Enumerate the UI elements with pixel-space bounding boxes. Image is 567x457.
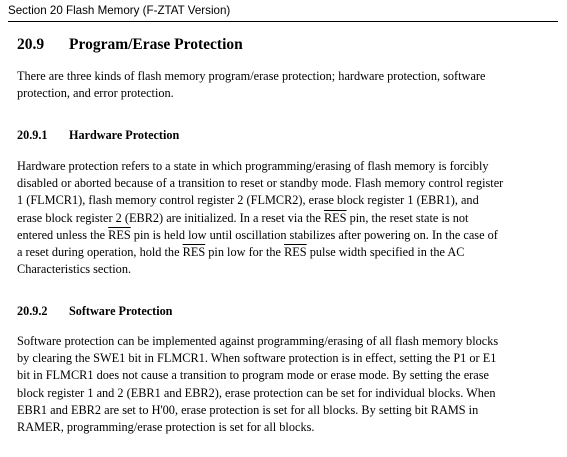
section-title: Program/Erase Protection: [69, 36, 243, 53]
text-run: pulse width specified in the AC: [306, 245, 465, 260]
text-line: EBR1 and EBR2 are set to H'00, erase protection is set for all blocks. By setting bit RAMS in: [17, 402, 479, 417]
text-line: 1 (FLMCR1), flash memory control register 2 (FLMCR2), erase block register 1 (EBR1), and: [17, 193, 479, 208]
res-signal-name: $\overline{RES}$: [182, 245, 206, 260]
subsection-title: Software Protection: [69, 304, 173, 318]
text-line: RAMER, programming/erase protection is set for all blocks.: [17, 420, 315, 435]
text-run: entered unless the: [17, 227, 109, 242]
software-protection-paragraph: [17, 333, 549, 436]
text-line: [17, 227, 549, 244]
text-line: Software protection can be implemented against programming/erasing of all flash memory blocks: [17, 334, 499, 348]
text-run: pin is held low until oscillation stabilizes after powering on. In the case of: [130, 227, 498, 242]
subsection-number: 20.9.1: [17, 128, 48, 142]
text-line: by clearing the SWE1 bit in FLMCR1. When software protection is in effect, setting the P1 or E1: [17, 351, 497, 366]
subsection-number: 20.9.2: [17, 304, 48, 318]
running-header: [8, 4, 558, 22]
text-run: pin, the reset state is not: [346, 210, 469, 225]
text-line: disabled or aborted because of a transition to reset or standby mode. Flash memory control register: [17, 176, 504, 191]
res-signal-name: $\overline{RES}$: [323, 210, 347, 225]
subsection-heading-hardware: [17, 127, 179, 143]
running-header-title: Section 20 Flash Memory (F-ZTAT Version): [8, 4, 231, 17]
text-line: Hardware protection refers to a state in which programming/erasing of flash memory is forcibly: [17, 159, 489, 173]
subsection-heading-software: [17, 303, 172, 319]
text-line: [17, 244, 549, 261]
text-run: erase block register 2 (EBR2) are initialized. In a reset via the: [17, 210, 324, 225]
intro-paragraph: [17, 68, 549, 102]
hardware-protection-paragraph: [17, 158, 549, 278]
res-signal-name: $\overline{RES}$: [284, 245, 307, 260]
section-heading: [17, 35, 243, 55]
text-line: There are three kinds of flash memory program/erase protection; hardware protection, software: [17, 69, 486, 83]
res-signal-name: $\overline{RES}$: [108, 227, 131, 242]
subsection-title: Hardware Protection: [69, 128, 180, 142]
section-number: 20.9: [17, 36, 45, 53]
text-line: [17, 210, 549, 227]
text-run: pin low for the: [205, 245, 285, 260]
text-run: a reset during operation, hold the: [17, 245, 183, 260]
text-line: bit in FLMCR1 does not cause a transition to program mode or erase mode. By setting the erase: [17, 368, 489, 383]
text-line: Characteristics section.: [17, 262, 132, 277]
text-line: block register 1 and 2 (EBR1 and EBR2), erase protection can be set for individual blocks. When: [17, 385, 496, 400]
text-line: protection, and error protection.: [17, 86, 174, 101]
